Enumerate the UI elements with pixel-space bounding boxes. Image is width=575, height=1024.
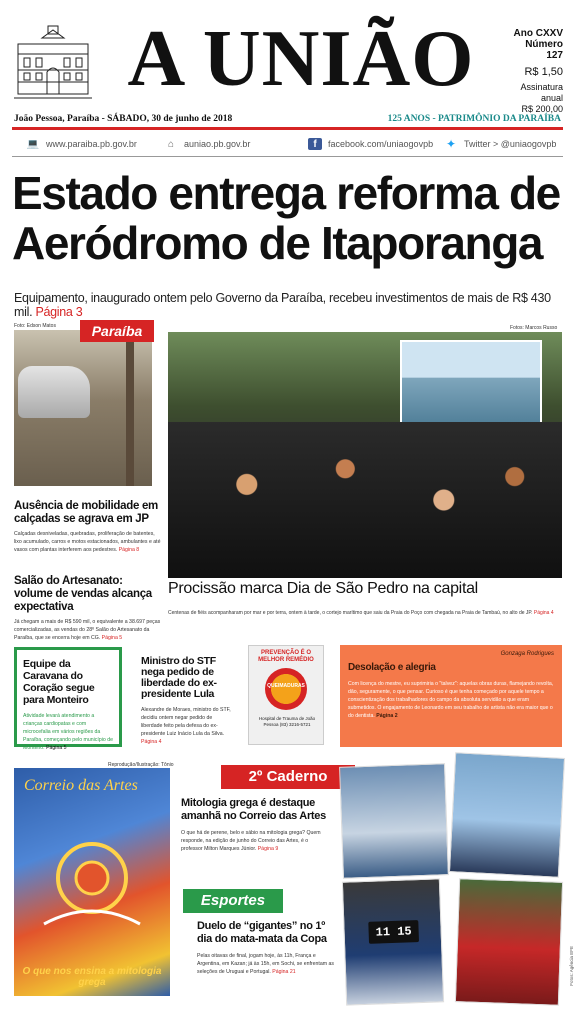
- section-tag-esportes[interactable]: Esportes: [183, 889, 283, 913]
- masthead: [0, 0, 575, 112]
- story-title: Equipe da Caravana do Coração segue para Monteiro: [23, 658, 95, 706]
- chariot-illustration-icon: [34, 828, 150, 938]
- column-body: Com licença do mestre, eu suprimiria o "talvez": aquelas obras duras, flamejando revolta, dão, seguramente, o que pensar. Curioso é que tenha começado por aquele tempo a conscientização dos trabalhadores do campo da absoluta servidão a que eram submetidos. O engajamento de Leonardo em seu trabalho de artista não era maior que o do dentista. Página 2: [348, 681, 554, 719]
- sports-photo-credit: Fotos: Agência EFE: [569, 946, 574, 986]
- twitter-link[interactable]: ✦ Twitter > @uniaogovpb: [445, 137, 557, 151]
- story-caravana[interactable]: [14, 647, 122, 751]
- magazine-title: Correio das Artes: [24, 777, 138, 794]
- laptop-icon: 💻: [26, 138, 40, 150]
- ad-text: Hospital de Trauma de João Pessoa (83) 3216-5721: [258, 716, 316, 727]
- site2-link[interactable]: ⌂ auniao.pb.gov.br: [164, 138, 250, 150]
- story-copa[interactable]: [197, 920, 337, 976]
- photo-credit: Fotos: Marcos Russo: [510, 325, 558, 331]
- story-title: Mitologia grega é destaque amanhã no Correio das Artes: [181, 797, 326, 822]
- story-title: Ministro do STF nega pedido de liberdade do ex-presidente Lula: [141, 655, 217, 700]
- page-ref[interactable]: Página 2: [376, 713, 398, 719]
- divider: [12, 127, 563, 130]
- main-subheadline: Equipamento, inaugurado ontem pelo Governo da Paraíba, recebeu investimentos de mais de R$ 430 mil. Página 3: [14, 291, 551, 319]
- page-ref[interactable]: Página 8: [118, 547, 140, 553]
- crowd-shape: [168, 422, 562, 578]
- sports-photo-uruguay[interactable]: [449, 752, 565, 878]
- story-title: Salão do Artesanato: volume de vendas alcança expectativa: [14, 575, 152, 613]
- sports-photo-portugal[interactable]: [455, 878, 563, 1006]
- ad-title: PREVENÇÃO É O MELHOR REMÉDIO: [258, 650, 314, 663]
- page-ref[interactable]: Página 3: [35, 305, 83, 319]
- story-body: Atividade levará atendimento a crianças cardiopatas e com microcefalia em vários regiões da Paraíba, começando pelo município de Monteiro. Página 5: [23, 713, 113, 751]
- boats-inset-photo[interactable]: [400, 340, 542, 432]
- page-ref[interactable]: Página 21: [272, 969, 296, 975]
- magazine-credit: Reprodução/Ilustração: Tônio: [108, 762, 174, 768]
- edition-year: Ano CXXV: [513, 28, 563, 39]
- story-body: O que há de perene, belo e sábio na mitologia grega? Quem responde, na edição de junho do Correio das Artes, é o professor Milton Marques Júnior. Página 9: [181, 830, 321, 852]
- photo-headline[interactable]: Procissão marca Dia de São Pedro na capital: [168, 580, 478, 597]
- page-ref[interactable]: Página 5: [101, 635, 123, 641]
- story-body: Alexandre de Moraes, ministro do STF, decidiu ontem negar pedido de liberdade feito pela defesa do ex-presidente Luiz Inácio Lula da Silva. Página 4: [141, 707, 231, 745]
- story-title: Ausência de mobilidade em calçadas se agrava em JP: [14, 500, 158, 525]
- dateline: João Pessoa, Paraíba - SÁBADO, 30 de junho de 2018: [14, 114, 233, 124]
- tagline: 125 ANOS - PATRIMÔNIO DA PARAÍBA: [387, 114, 561, 124]
- site-link[interactable]: 💻 www.paraiba.pb.gov.br: [26, 138, 137, 150]
- story-body: Pelas oitavas de final, jogam hoje, às 11h, França e Argentina, em Kazan; já às 15h, em Sochi, se enfrentam as seleções de Uruguai e Portugal. Página 21: [197, 953, 334, 975]
- photo-description: Centenas de fiéis acompanharam por mar e por terra, ontem à tarde, o cortejo marítimo que saiu da Praia do Poço com chegada na Praia de Tambaú, no alto de JP. Página 4: [168, 610, 554, 616]
- magazine-tagline: O que nos ensina a mitologia grega: [22, 966, 162, 988]
- page-ref[interactable]: Página 4: [533, 610, 554, 616]
- column-desolacao[interactable]: [340, 645, 562, 747]
- paper-name: A UNIÃO: [127, 15, 475, 103]
- page-ref[interactable]: Página 4: [141, 739, 162, 745]
- building-icon: ⌂: [167, 138, 175, 150]
- section-tag-caderno[interactable]: 2º Caderno: [221, 765, 355, 789]
- sidewalk-photo[interactable]: [14, 330, 152, 486]
- pole-shape: [126, 330, 134, 486]
- procession-photo[interactable]: [168, 332, 562, 578]
- story-artesanato[interactable]: [14, 575, 162, 642]
- page-ref[interactable]: Página 5: [46, 745, 67, 751]
- burn-prevention-ad[interactable]: [248, 645, 324, 745]
- story-body: Já chegam a mais de R$ 590 mil, o equivalente a 38.697 peças comercializadas, as vendas do 28º Salão do Artesanato da Paraíba, que se encerra hoje em CG. Página 5: [14, 619, 161, 641]
- sports-photo-france[interactable]: [342, 878, 444, 1005]
- section-tag-paraiba[interactable]: Paraíba: [80, 320, 154, 342]
- story-body: Calçadas desniveladas, quebradas, proliferação de batentes, lixo acumulado, carros e motos estacionados, ambulantes e até vasos com plantas interferem aos pedestres. Página 8: [14, 531, 161, 553]
- column-author: Gonzaga Rodrigues: [500, 651, 554, 657]
- car-shape: [18, 366, 90, 418]
- story-title: Duelo de “gigantes” no 1º dia do mata-mata da Copa: [197, 920, 327, 945]
- sports-photo-argentina[interactable]: [339, 763, 449, 879]
- column-title: Desolação e alegria: [348, 662, 436, 673]
- facebook-link[interactable]: f facebook.com/uniaogovpb: [308, 138, 433, 150]
- main-headline[interactable]: Estado entrega reforma de Aeródromo de Itaporanga: [12, 167, 560, 269]
- edition-info: [507, 28, 563, 115]
- flame-badge-icon: QUEIMADURAS: [265, 668, 307, 710]
- page-ref[interactable]: Página 9: [257, 846, 279, 852]
- subscription-price: R$ 200,00: [521, 104, 563, 114]
- web-links-bar: [12, 135, 563, 155]
- subscription-label: Assinatura anual: [520, 82, 563, 103]
- facebook-icon: f: [308, 138, 322, 150]
- story-mitologia[interactable]: [181, 797, 331, 853]
- scoreboard: 11 15: [368, 920, 419, 944]
- edition-price: R$ 1,50: [524, 66, 563, 78]
- photo-credit: Foto: Edson Matos: [14, 323, 56, 329]
- edition-number: Número 127: [525, 39, 563, 61]
- magazine-cover[interactable]: [14, 768, 170, 996]
- divider: [12, 156, 563, 157]
- story-mobility[interactable]: [14, 500, 162, 554]
- twitter-bird-icon: ✦: [445, 137, 457, 151]
- story-stf[interactable]: [141, 656, 233, 746]
- building-logo-icon: [12, 20, 94, 102]
